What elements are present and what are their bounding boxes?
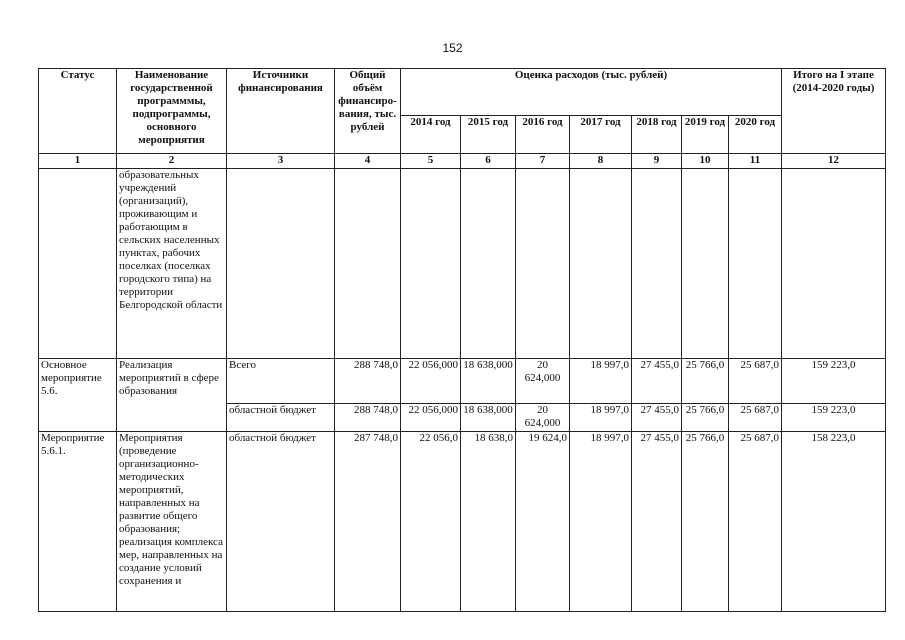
cell-stage-total: 158 223,0	[782, 432, 886, 612]
column-index-row	[39, 154, 886, 169]
row-source: областной бюджет	[227, 404, 335, 432]
cell-2015: 18 638,000	[461, 404, 516, 432]
table-row	[39, 359, 886, 404]
column-index: 7	[516, 154, 570, 169]
cell-2016: 20 624,000	[516, 404, 570, 432]
column-index: 2	[117, 154, 227, 169]
continuation-row	[39, 169, 886, 359]
cell-2019: 25 766,0	[682, 359, 729, 404]
header-row	[39, 69, 886, 116]
row-source: Всего	[227, 359, 335, 404]
column-index: 6	[461, 154, 516, 169]
cell-2020: 25 687,0	[729, 404, 782, 432]
header-stage-total: Итого на I этапе (2014-2020 годы)	[782, 69, 886, 154]
table-row	[39, 432, 886, 612]
cell-2017: 18 997,0	[570, 432, 632, 612]
header-year: 2015 год	[461, 116, 516, 154]
header-year: 2020 год	[729, 116, 782, 154]
row-name: Реализация мероприятий в сфере образования	[117, 359, 227, 432]
header-total: Общий объём финансиро-вания, тыс. рублей	[335, 69, 401, 154]
cell-2017: 18 997,0	[570, 359, 632, 404]
cell-2018: 27 455,0	[632, 404, 682, 432]
cell-2015: 18 638,0	[461, 432, 516, 612]
column-index: 10	[682, 154, 729, 169]
row-status: Основное мероприятие 5.6.	[39, 359, 117, 432]
column-index: 4	[335, 154, 401, 169]
row-source: областной бюджет	[227, 432, 335, 612]
cell-2017: 18 997,0	[570, 404, 632, 432]
header-name: Наименование государственной программмы, подпрограммы, основного мероприятия	[117, 69, 227, 154]
header-year: 2017 год	[570, 116, 632, 154]
cell-total: 288 748,0	[335, 404, 401, 432]
cell-2018: 27 455,0	[632, 432, 682, 612]
cell-2016: 20 624,000	[516, 359, 570, 404]
header-estimate: Оценка расходов (тыс. рублей)	[401, 69, 782, 116]
column-index: 12	[782, 154, 886, 169]
continuation-text: образовательных учреждений (организаций), проживающим и работающим в сельских населенных пунктах, рабочих поселках (поселках городского типа) на территории Белгородской области	[117, 169, 227, 359]
row-name: Мероприятия (проведение организационно-методических мероприятий, направленных на развитие общего образования; реализация комплекса мер, направленных на создание условий сохранения и	[117, 432, 227, 612]
cell-2018: 27 455,0	[632, 359, 682, 404]
header-status: Статус	[39, 69, 117, 154]
page-number: 152	[442, 41, 463, 55]
cell-total: 288 748,0	[335, 359, 401, 404]
cell-2014: 22 056,000	[401, 359, 461, 404]
cell-stage-total: 159 223,0	[782, 359, 886, 404]
row-status: Мероприятие 5.6.1.	[39, 432, 117, 612]
cell-2015: 18 638,000	[461, 359, 516, 404]
column-index: 3	[227, 154, 335, 169]
header-year: 2019 год	[682, 116, 729, 154]
cell-2019: 25 766,0	[682, 432, 729, 612]
header-year: 2018 год	[632, 116, 682, 154]
column-index: 11	[729, 154, 782, 169]
column-index: 9	[632, 154, 682, 169]
header-year: 2016 год	[516, 116, 570, 154]
cell-2014: 22 056,000	[401, 404, 461, 432]
cell-2016: 19 624,0	[516, 432, 570, 612]
cell-2020: 25 687,0	[729, 359, 782, 404]
header-year: 2014 год	[401, 116, 461, 154]
budget-table	[38, 68, 886, 612]
column-index: 5	[401, 154, 461, 169]
cell-2014: 22 056,0	[401, 432, 461, 612]
header-source: Источники финансирования	[227, 69, 335, 154]
column-index: 1	[39, 154, 117, 169]
cell-total: 287 748,0	[335, 432, 401, 612]
cell-2020: 25 687,0	[729, 432, 782, 612]
cell-stage-total: 159 223,0	[782, 404, 886, 432]
column-index: 8	[570, 154, 632, 169]
cell-2019: 25 766,0	[682, 404, 729, 432]
